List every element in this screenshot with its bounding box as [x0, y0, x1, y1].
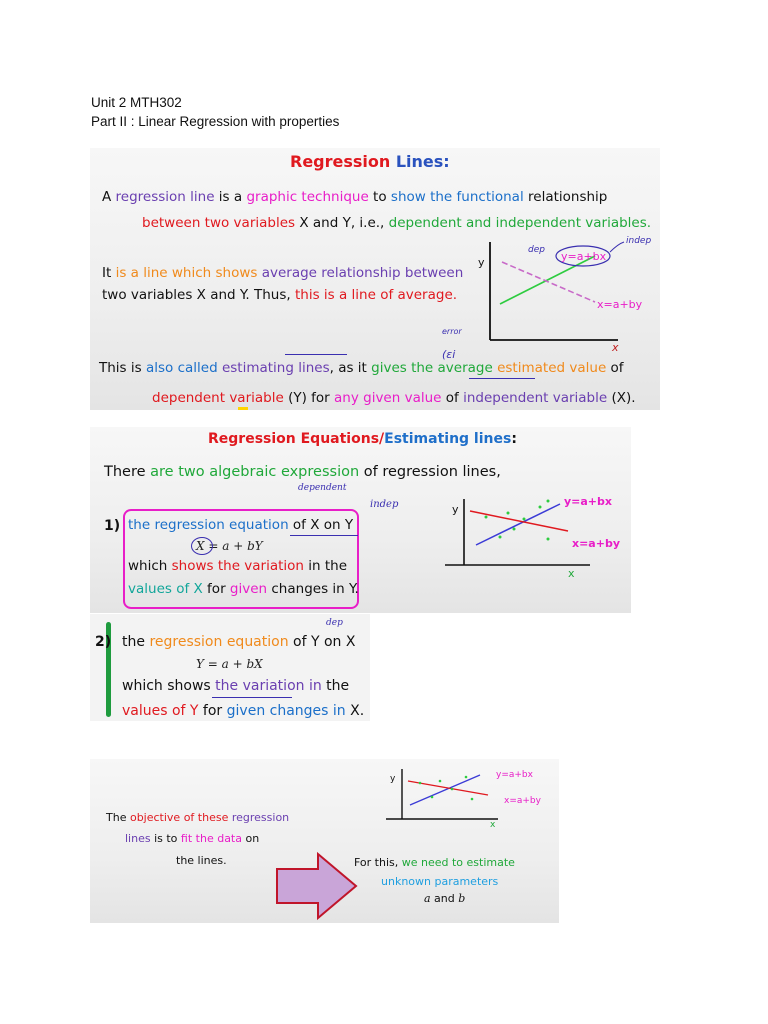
slide4-objective-line1: The objective of these regression: [106, 811, 290, 824]
slide4-estimate-line1: For this, we need to estimate: [354, 856, 515, 869]
slide4-objective-line2: lines is to fit the data on: [125, 832, 260, 845]
slide4-estimate-line3: a and b: [424, 892, 466, 905]
document-title: Unit 2 MTH302: [91, 95, 182, 110]
slide2-item-number: 1): [104, 518, 121, 534]
slide1-para-line3: It is a line which shows average relationship between: [102, 265, 464, 281]
slide-regression-equations: [90, 427, 631, 613]
slide1-para-line5: This is also called estimating lines, as it gives the average estimated value of: [99, 360, 624, 376]
slide2-formula-circle: [191, 537, 213, 555]
graph2-eq-xy: x=a+by: [572, 537, 620, 550]
slide2-brace: [290, 535, 358, 536]
slide4-arrow-right: [274, 851, 360, 921]
graph3-y-label: y: [390, 774, 396, 784]
slide4-regression-graph: [380, 763, 555, 829]
slide3-line1: the regression equation of Y on X: [122, 634, 356, 650]
slide2-formula: X = a + bY: [196, 539, 263, 553]
slide4-estimate-line2: unknown parameters: [381, 875, 499, 888]
slide1-highlight-mark: [238, 407, 248, 410]
graph1-note-indep: indep: [626, 236, 652, 246]
graph2-eq-yx: y=a+bx: [564, 495, 612, 508]
graph3-eq-xy: x=a+by: [504, 796, 541, 806]
slide1-para-line4: two variables X and Y. Thus, this is a line of average.: [102, 287, 458, 303]
graph1-eq-xy: x=a+by: [597, 298, 643, 311]
graph1-y-label: y: [478, 256, 485, 269]
graph1-note-error: error: [442, 327, 462, 336]
slide3-underline: [212, 697, 292, 698]
slide1-bracket-mark: [285, 354, 347, 355]
slide3-line2: which shows the variation in the: [122, 678, 350, 694]
slide2-regression-graph: [440, 489, 625, 579]
graph3-eq-yx: y=a+bx: [496, 770, 533, 780]
line-y-on-x: [410, 775, 480, 805]
graph1-note-ei: (εi: [442, 348, 456, 361]
slide2-item-line3: values of X for given changes in Y.: [128, 581, 359, 597]
graph3-x-label: x: [490, 820, 496, 829]
graph2-y-label: y: [452, 503, 459, 516]
graph1-eq-yx: y=a+bx: [561, 250, 607, 263]
graph1-note-dep: dep: [528, 245, 545, 255]
slide-regression-y-on-x: [90, 614, 370, 721]
slide-regression-lines: [90, 148, 660, 410]
slide1-regression-graph: [430, 234, 660, 364]
slide2-item-line1: the regression equation of X on Y: [128, 517, 354, 533]
slide-objective: [90, 759, 559, 923]
slide3-note-dep: dep: [326, 618, 343, 628]
line-x-on-y: [470, 511, 568, 531]
slide2-note-indep: indep: [370, 499, 399, 510]
slide1-underline-estimated: [469, 378, 535, 379]
slide3-formula: Y = a + bX: [196, 657, 263, 671]
slide1-title: Regression Lines:: [290, 152, 450, 171]
slide1-para-line1: A regression line is a graphic technique to show the functional relationship: [102, 189, 608, 205]
slide1-para-line6: dependent variable (Y) for any given value of independent variable (X).: [152, 390, 636, 406]
slide2-note-dependent: dependent: [298, 483, 347, 493]
slide2-title: Regression Equations/Estimating lines:: [208, 431, 517, 447]
slide3-item-number: 2): [95, 634, 112, 650]
document-subtitle: Part II : Linear Regression with properties: [91, 114, 340, 129]
slide2-intro: There are two algebraic expression of regression lines,: [104, 464, 501, 480]
graph2-x-label: x: [568, 567, 575, 579]
slide4-objective-line3: the lines.: [176, 854, 227, 867]
line-y-on-x: [500, 256, 595, 304]
graph1-indep-arrow: [610, 242, 624, 252]
slide1-para-line2: between two variables X and Y, i.e., dependent and independent variables.: [142, 215, 652, 231]
slide2-item-line2: which shows the variation in the: [128, 558, 348, 574]
graph1-x-label: x: [612, 341, 619, 354]
slide3-line3: values of Y for given changes in X.: [122, 703, 365, 719]
